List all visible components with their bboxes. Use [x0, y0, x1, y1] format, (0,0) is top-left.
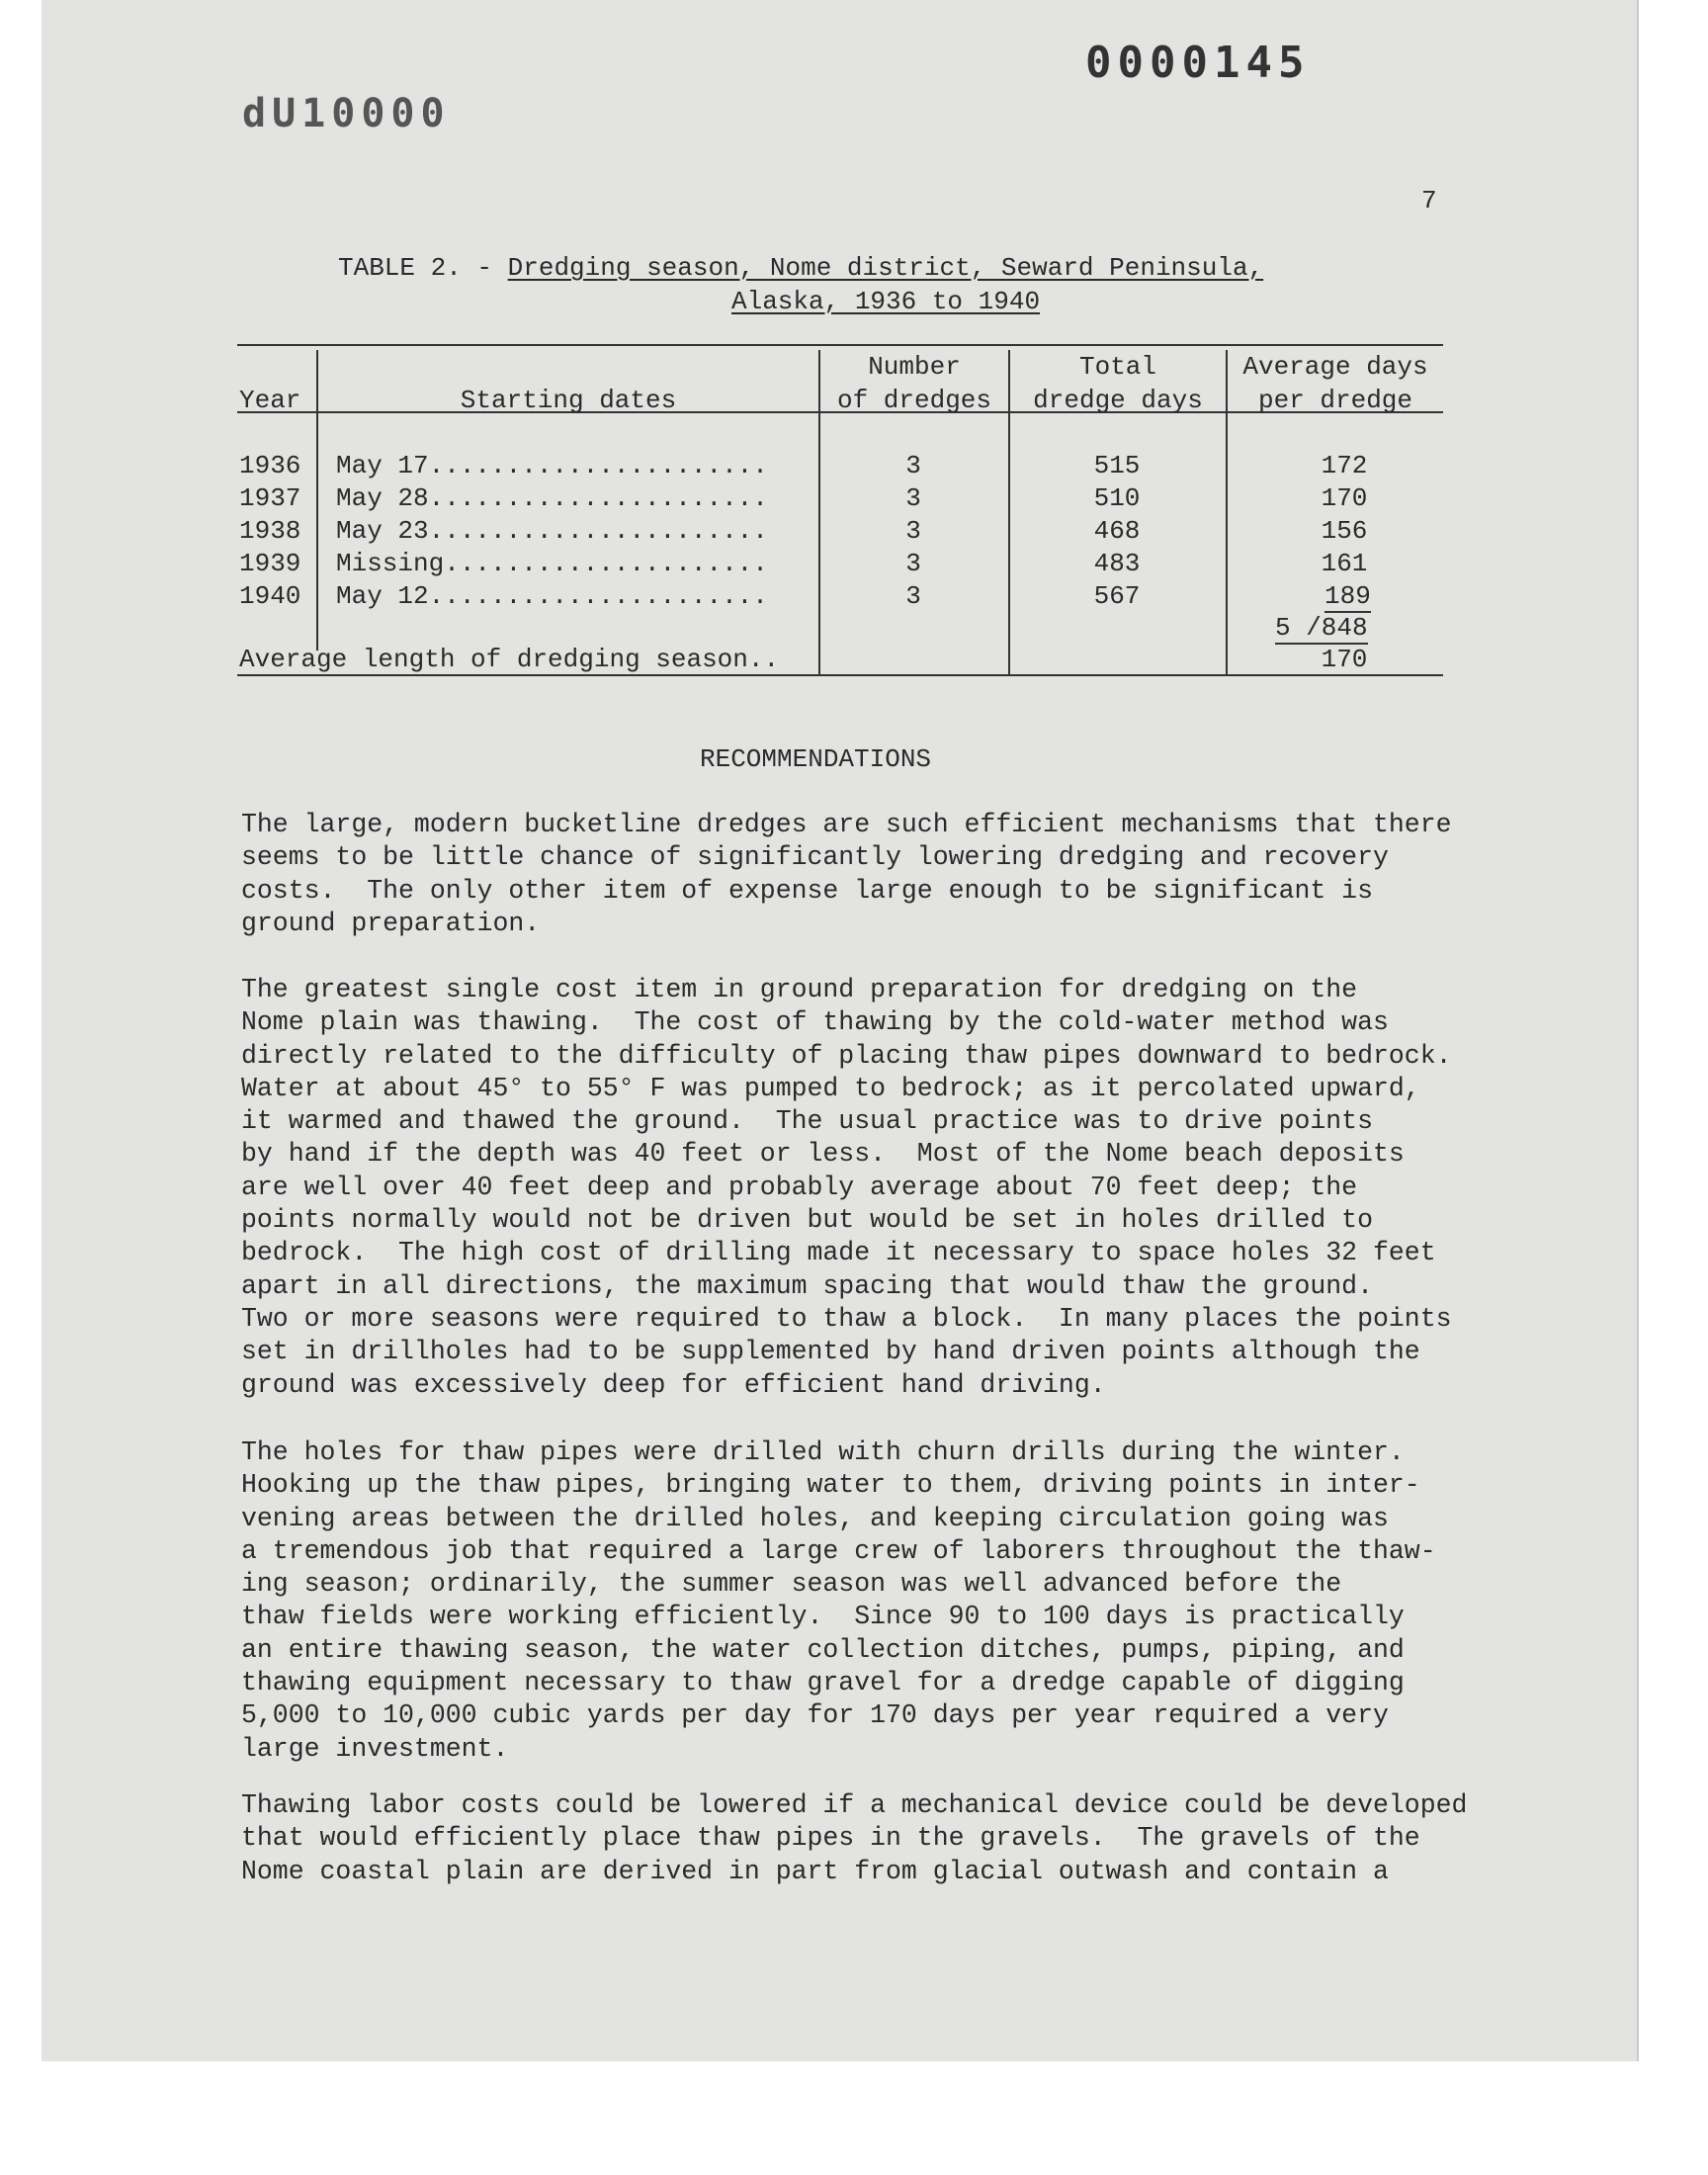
scan-margin — [42, 2061, 1637, 2175]
cell-average: 161 — [1321, 549, 1368, 578]
table-top-rule — [237, 344, 1443, 346]
cell-year: 1938 — [239, 516, 301, 546]
cell-average: 189 — [1324, 581, 1371, 611]
cell-start: May 12...................... — [336, 581, 768, 611]
text-line: that would efficiently place thaw pipes in the gravels. The gravels of the — [241, 1823, 1420, 1854]
text-line: bedrock. The high cost of drilling made it necessary to space holes 32 feet — [241, 1238, 1436, 1268]
document-number-stamp: 0000145 — [1085, 38, 1311, 88]
column-divider — [1008, 350, 1010, 676]
text-line: directly related to the difficulty of placing thaw pipes downward to bedrock. — [241, 1040, 1452, 1071]
column-divider — [316, 350, 318, 651]
cell-average: 156 — [1321, 516, 1368, 546]
text-line: The greatest single cost item in ground preparation for dredging on the — [241, 975, 1358, 1004]
header-per-dredge: per dredge — [1257, 386, 1413, 415]
cell-total: 567 — [1093, 581, 1141, 611]
cell-start: May 23...................... — [336, 516, 768, 546]
average-division — [1275, 611, 1368, 645]
header-of-dredges: of dredges — [836, 386, 992, 415]
column-divider — [818, 350, 820, 676]
text-line: costs. The only other item of expense large enough to be significant is — [241, 875, 1373, 906]
header-average-days: Average days — [1242, 352, 1428, 382]
text-line: an entire thawing season, the water collection ditches, pumps, piping, and — [241, 1634, 1405, 1665]
text-line: Two or more seasons were required to thaw a block. In many places the points — [241, 1303, 1452, 1334]
text-line: by hand if the depth was 40 feet or less. Most of the Nome beach deposits — [241, 1139, 1405, 1170]
cell-total: 483 — [1093, 549, 1141, 578]
page-number: 7 — [1421, 186, 1437, 216]
text-line: it warmed and thawed the ground. The usual practice was to drive points — [241, 1106, 1373, 1137]
cell-total: 515 — [1093, 451, 1141, 480]
cell-dredges: 3 — [905, 451, 921, 480]
text-line: 5,000 to 10,000 cubic yards per day for 170 days per year required a very — [241, 1700, 1389, 1731]
text-line: Hooking up the thaw pipes, bringing water to them, driving points in inter- — [241, 1470, 1420, 1501]
cell-total: 510 — [1093, 483, 1141, 513]
paragraph — [241, 809, 1556, 940]
division-text: 5 /848 — [1275, 613, 1368, 643]
cell-total: 468 — [1093, 516, 1141, 546]
text-line: seems to be little chance of significantly lowering dredging and recovery — [241, 842, 1389, 873]
text-line: Water at about 45° to 55° F was pumped to bedrock; as it percolated upward, — [241, 1073, 1420, 1103]
text-line: ground preparation. — [241, 908, 541, 938]
cell-year: 1936 — [239, 451, 301, 480]
cell-dredges: 3 — [905, 581, 921, 611]
text-line: Thawing labor costs could be lowered if a mechanical device could be developed — [241, 1790, 1468, 1820]
cell-start: Missing..................... — [336, 549, 768, 578]
table-title-text-2: Alaska, 1936 to 1940 — [731, 287, 1041, 316]
text-line: ing season; ordinarily, the summer season was well advanced before the — [241, 1569, 1342, 1600]
footer-value: 170 — [1321, 645, 1368, 674]
text-line: ground was excessively deep for efficient hand driving. — [241, 1369, 1106, 1400]
dredging-season-table — [237, 344, 1443, 678]
section-heading: RECOMMENDATIONS — [700, 744, 932, 774]
table-title-line2 — [731, 287, 1708, 316]
cell-year: 1939 — [239, 549, 301, 578]
text-line: a tremendous job that required a large crew of laborers throughout the thaw- — [241, 1535, 1436, 1566]
header-year: Year — [239, 386, 301, 415]
text-line: set in drillholes had to be supplemented by hand driven points although the — [241, 1337, 1420, 1367]
header-number: Number — [868, 352, 961, 382]
column-divider — [1226, 350, 1228, 676]
cell-year: 1937 — [239, 483, 301, 513]
cell-year: 1940 — [239, 581, 301, 611]
text-line: points normally would not be driven but would be set in holes drilled to — [241, 1205, 1373, 1236]
table-label: TABLE 2. - — [338, 253, 508, 283]
footer-label: Average length of dredging season.. — [239, 645, 780, 674]
cell-dredges: 3 — [905, 549, 921, 578]
header-starting-dates: Starting dates — [460, 386, 677, 415]
text-line: The holes for thaw pipes were drilled with churn drills during the winter. — [241, 1437, 1405, 1467]
text-line: large investment. — [241, 1733, 509, 1764]
table-title-line1 — [338, 253, 1708, 283]
text-line: The large, modern bucketline dredges are such efficient mechanisms that there — [241, 810, 1452, 839]
cell-dredges: 3 — [905, 516, 921, 546]
text-line: apart in all directions, the maximum spacing that would thaw the ground. — [241, 1270, 1373, 1301]
text-line: Nome plain was thawing. The cost of thawing by the cold-water method was — [241, 1007, 1389, 1038]
cell-average: 172 — [1321, 451, 1368, 480]
cell-start: May 17...................... — [336, 451, 768, 480]
header-total: Total — [1078, 352, 1156, 382]
archive-number-stamp: dU10000 — [242, 91, 451, 136]
paragraph — [241, 1789, 1556, 1888]
text-line: thaw fields were working efficiently. Since 90 to 100 days is practically — [241, 1602, 1405, 1632]
text-line: Nome coastal plain are derived in part from glacial outwash and contain a — [241, 1856, 1389, 1886]
cell-average: 170 — [1321, 483, 1368, 513]
text-line: are well over 40 feet deep and probably average about 70 feet deep; the — [241, 1172, 1358, 1202]
paragraph — [241, 1436, 1556, 1766]
text-line: vening areas between the drilled holes, and keeping circulation going was — [241, 1503, 1389, 1533]
cell-dredges: 3 — [905, 483, 921, 513]
header-dredge-days: dredge days — [1033, 386, 1203, 415]
text-line: thawing equipment necessary to thaw gravel for a dredge capable of digging — [241, 1668, 1405, 1698]
cell-start: May 28...................... — [336, 483, 768, 513]
table-title-text: Dredging season, Nome district, Seward Peninsula, — [507, 253, 1264, 283]
paragraph — [241, 974, 1556, 1402]
